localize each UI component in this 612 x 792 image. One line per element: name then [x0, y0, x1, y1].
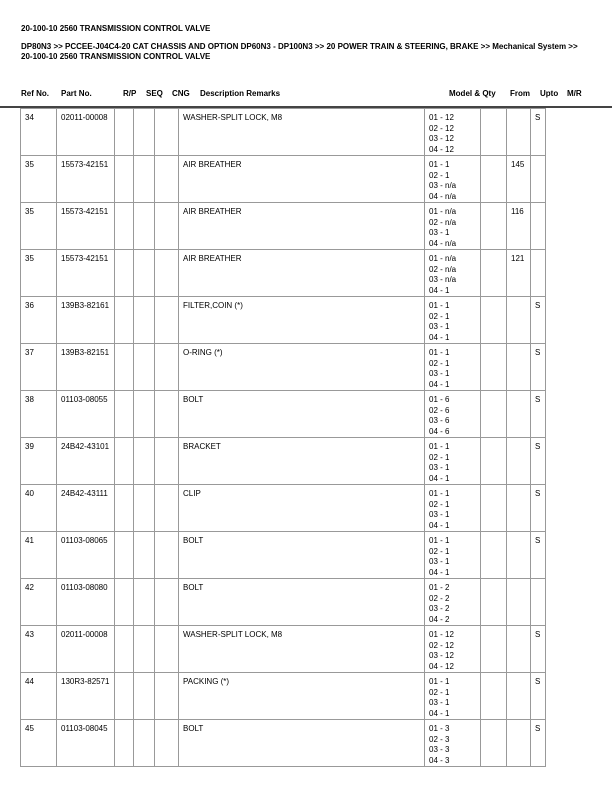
- cng-cell: [155, 532, 179, 579]
- model-qty-cell: [425, 297, 481, 344]
- rp-cell: [115, 344, 134, 391]
- qty-line: 04 - 12: [429, 661, 454, 671]
- mr-cell: [531, 250, 546, 297]
- seq-cell: [134, 579, 155, 626]
- seq-cell: [134, 532, 155, 579]
- from-cell: [481, 720, 507, 767]
- from-cell: [481, 579, 507, 626]
- qty-line: 04 - 1: [429, 520, 450, 530]
- upto-cell: [507, 485, 531, 532]
- model-qty-cell: [425, 485, 481, 532]
- mr-cell: S: [531, 391, 546, 438]
- seq-cell: [134, 485, 155, 532]
- qty-line: 01 - 1: [429, 301, 450, 310]
- part-no-cell: 01103-08080: [57, 579, 115, 626]
- breadcrumb: DP80N3 >> PCCEE-J04C4-20 CAT CHASSIS AND OPTION DP60N3 - DP100N3 >> 20 POWER TRAIN & STEERING, BRAKE >> Mechanical System >> 20-100-10 2560 TRANSMISSION CONTROL VALVE: [21, 42, 578, 61]
- cng-cell: [155, 391, 179, 438]
- col-mr: M/R: [567, 89, 582, 98]
- model-qty-cell: [425, 156, 481, 203]
- mr-cell: S: [531, 626, 546, 673]
- qty-line: 02 - 1: [429, 499, 450, 509]
- qty-line: 04 - 1: [429, 379, 450, 389]
- rp-cell: [115, 250, 134, 297]
- part-no-cell: 15573-42151: [57, 250, 115, 297]
- col-upto: Upto: [540, 89, 559, 98]
- from-cell: [481, 297, 507, 344]
- from-cell: [481, 109, 507, 156]
- seq-cell: [134, 673, 155, 720]
- description-cell: BOLT: [179, 720, 425, 767]
- qty-line: 03 - 12: [429, 134, 454, 143]
- description-cell: CLIP: [179, 485, 425, 532]
- qty-line: 04 - n/a: [429, 191, 457, 201]
- qty-line: 02 - 2: [429, 593, 450, 603]
- model-qty-cell: [425, 250, 481, 297]
- qty-line: 02 - 1: [429, 311, 450, 321]
- qty-line: 02 - 1: [429, 687, 450, 697]
- col-part: Part No.: [61, 89, 92, 98]
- model-qty-cell: [425, 673, 481, 720]
- ref-cell: 37: [21, 344, 57, 391]
- mr-cell: S: [531, 109, 546, 156]
- model-qty-cell: [425, 626, 481, 673]
- description-cell: O-RING (*): [179, 344, 425, 391]
- upto-cell: [507, 297, 531, 344]
- qty-line: 03 - 1: [429, 369, 450, 378]
- upto-cell: [507, 720, 531, 767]
- qty-line: 02 - n/a: [429, 264, 457, 274]
- upto-cell: [507, 109, 531, 156]
- seq-cell: [134, 626, 155, 673]
- col-seq: SEQ: [146, 89, 163, 98]
- from-cell: [481, 344, 507, 391]
- part-no-cell: 01103-08065: [57, 532, 115, 579]
- description-cell: AIR BREATHER: [179, 250, 425, 297]
- qty-line: 01 - 3: [429, 724, 450, 733]
- from-cell: [481, 626, 507, 673]
- ref-cell: 36: [21, 297, 57, 344]
- part-no-cell: 15573-42151: [57, 203, 115, 250]
- table-row: [21, 579, 546, 626]
- qty-line: 01 - 1: [429, 442, 450, 451]
- qty-line: 04 - 1: [429, 473, 450, 483]
- part-no-cell: 139B3-82151: [57, 344, 115, 391]
- col-from: From: [510, 89, 530, 98]
- qty-line: 04 - 1: [429, 708, 450, 718]
- cng-cell: [155, 156, 179, 203]
- qty-line: 04 - 1: [429, 332, 450, 342]
- ref-cell: 35: [21, 250, 57, 297]
- table-row: [21, 250, 546, 297]
- mr-cell: S: [531, 532, 546, 579]
- mr-cell: S: [531, 297, 546, 344]
- description-cell: BRACKET: [179, 438, 425, 485]
- seq-cell: [134, 344, 155, 391]
- upto-cell: [507, 391, 531, 438]
- upto-cell: [507, 579, 531, 626]
- seq-cell: [134, 203, 155, 250]
- cng-cell: [155, 250, 179, 297]
- qty-line: 04 - 3: [429, 755, 450, 765]
- model-qty-cell: [425, 438, 481, 485]
- from-cell: [481, 532, 507, 579]
- model-qty-cell: [425, 532, 481, 579]
- cng-cell: [155, 438, 179, 485]
- qty-line: 02 - 3: [429, 734, 450, 744]
- qty-line: 01 - 2: [429, 583, 450, 592]
- description-cell: BOLT: [179, 579, 425, 626]
- qty-line: 02 - 12: [429, 640, 454, 650]
- mr-cell: S: [531, 720, 546, 767]
- description-cell: AIR BREATHER: [179, 203, 425, 250]
- qty-line: 03 - 1: [429, 698, 450, 707]
- qty-line: 03 - 1: [429, 510, 450, 519]
- qty-line: 03 - n/a: [429, 275, 457, 284]
- col-model-qty: Model & Qty: [449, 89, 496, 98]
- qty-line: 04 - n/a: [429, 238, 457, 248]
- mr-cell: [531, 156, 546, 203]
- model-qty-cell: [425, 720, 481, 767]
- mr-cell: S: [531, 438, 546, 485]
- upto-cell: [507, 438, 531, 485]
- qty-line: 04 - 12: [429, 144, 454, 154]
- qty-line: 02 - 1: [429, 358, 450, 368]
- table-header: [0, 89, 612, 101]
- part-no-cell: 130R3-82571: [57, 673, 115, 720]
- qty-line: 04 - 2: [429, 614, 450, 624]
- cng-cell: [155, 485, 179, 532]
- col-desc: Description Remarks: [200, 89, 281, 98]
- part-no-cell: 02011-00008: [57, 109, 115, 156]
- part-no-cell: 15573-42151: [57, 156, 115, 203]
- qty-line: 02 - 1: [429, 170, 450, 180]
- from-cell: [481, 156, 507, 203]
- cng-cell: [155, 109, 179, 156]
- model-qty-cell: [425, 391, 481, 438]
- table-row: [21, 485, 546, 532]
- ref-cell: 35: [21, 203, 57, 250]
- seq-cell: [134, 250, 155, 297]
- upto-cell: 121: [507, 250, 531, 297]
- table-row: [21, 673, 546, 720]
- qty-line: 01 - 1: [429, 348, 450, 357]
- ref-cell: 42: [21, 579, 57, 626]
- ref-cell: 44: [21, 673, 57, 720]
- qty-line: 01 - 1: [429, 677, 450, 686]
- rp-cell: [115, 109, 134, 156]
- qty-line: 03 - 2: [429, 604, 450, 613]
- mr-cell: S: [531, 344, 546, 391]
- cng-cell: [155, 673, 179, 720]
- seq-cell: [134, 391, 155, 438]
- qty-line: 03 - 1: [429, 463, 450, 472]
- part-no-cell: 139B3-82161: [57, 297, 115, 344]
- table-row: [21, 391, 546, 438]
- cng-cell: [155, 297, 179, 344]
- rp-cell: [115, 391, 134, 438]
- from-cell: [481, 250, 507, 297]
- rp-cell: [115, 438, 134, 485]
- qty-line: 01 - 12: [429, 113, 454, 122]
- model-qty-cell: [425, 344, 481, 391]
- model-qty-cell: [425, 109, 481, 156]
- table-row: [21, 344, 546, 391]
- cng-cell: [155, 720, 179, 767]
- qty-line: 03 - 1: [429, 322, 450, 331]
- qty-line: 03 - 12: [429, 651, 454, 660]
- qty-line: 01 - 1: [429, 536, 450, 545]
- rp-cell: [115, 579, 134, 626]
- from-cell: [481, 391, 507, 438]
- upto-cell: 116: [507, 203, 531, 250]
- mr-cell: [531, 579, 546, 626]
- ref-cell: 39: [21, 438, 57, 485]
- qty-line: 02 - 6: [429, 405, 450, 415]
- qty-line: 02 - 12: [429, 123, 454, 133]
- seq-cell: [134, 156, 155, 203]
- page-title: 20-100-10 2560 TRANSMISSION CONTROL VALVE: [21, 24, 211, 33]
- upto-cell: [507, 344, 531, 391]
- part-no-cell: 02011-00008: [57, 626, 115, 673]
- col-ref: Ref No.: [21, 89, 49, 98]
- seq-cell: [134, 109, 155, 156]
- description-cell: WASHER-SPLIT LOCK, M8: [179, 109, 425, 156]
- mr-cell: [531, 203, 546, 250]
- qty-line: 04 - 6: [429, 426, 450, 436]
- table-row: [21, 438, 546, 485]
- ref-cell: 40: [21, 485, 57, 532]
- cng-cell: [155, 203, 179, 250]
- col-rp: R/P: [123, 89, 137, 98]
- description-cell: WASHER-SPLIT LOCK, M8: [179, 626, 425, 673]
- table-row: [21, 109, 546, 156]
- from-cell: [481, 203, 507, 250]
- qty-line: 01 - 1: [429, 489, 450, 498]
- qty-line: 03 - 3: [429, 745, 450, 754]
- mr-cell: S: [531, 673, 546, 720]
- ref-cell: 34: [21, 109, 57, 156]
- upto-cell: 145: [507, 156, 531, 203]
- mr-cell: S: [531, 485, 546, 532]
- qty-line: 04 - 1: [429, 567, 450, 577]
- from-cell: [481, 673, 507, 720]
- ref-cell: 35: [21, 156, 57, 203]
- qty-line: 01 - 12: [429, 630, 454, 639]
- table-row: [21, 720, 546, 767]
- description-cell: BOLT: [179, 532, 425, 579]
- ref-cell: 41: [21, 532, 57, 579]
- upto-cell: [507, 673, 531, 720]
- qty-line: 03 - 1: [429, 228, 450, 237]
- ref-cell: 45: [21, 720, 57, 767]
- description-cell: AIR BREATHER: [179, 156, 425, 203]
- qty-line: 02 - n/a: [429, 217, 457, 227]
- table-row: [21, 156, 546, 203]
- qty-line: 02 - 1: [429, 546, 450, 556]
- qty-line: 01 - n/a: [429, 254, 457, 263]
- part-no-cell: 24B42-43111: [57, 485, 115, 532]
- seq-cell: [134, 720, 155, 767]
- part-no-cell: 01103-08045: [57, 720, 115, 767]
- ref-cell: 43: [21, 626, 57, 673]
- rp-cell: [115, 532, 134, 579]
- parts-table: [20, 108, 546, 767]
- table-row: [21, 532, 546, 579]
- qty-line: 01 - 6: [429, 395, 450, 404]
- description-cell: PACKING (*): [179, 673, 425, 720]
- rp-cell: [115, 485, 134, 532]
- col-cng: CNG: [172, 89, 190, 98]
- qty-line: 01 - n/a: [429, 207, 457, 216]
- part-no-cell: 01103-08055: [57, 391, 115, 438]
- ref-cell: 38: [21, 391, 57, 438]
- qty-line: 04 - 1: [429, 285, 450, 295]
- cng-cell: [155, 626, 179, 673]
- qty-line: 02 - 1: [429, 452, 450, 462]
- qty-line: 03 - 1: [429, 557, 450, 566]
- seq-cell: [134, 297, 155, 344]
- rp-cell: [115, 297, 134, 344]
- upto-cell: [507, 532, 531, 579]
- description-cell: BOLT: [179, 391, 425, 438]
- description-cell: FILTER,COIN (*): [179, 297, 425, 344]
- qty-line: 03 - n/a: [429, 181, 457, 190]
- part-no-cell: 24B42-43101: [57, 438, 115, 485]
- rp-cell: [115, 626, 134, 673]
- rp-cell: [115, 673, 134, 720]
- upto-cell: [507, 626, 531, 673]
- qty-line: 01 - 1: [429, 160, 450, 169]
- from-cell: [481, 485, 507, 532]
- qty-line: 03 - 6: [429, 416, 450, 425]
- rp-cell: [115, 720, 134, 767]
- table-row: [21, 297, 546, 344]
- cng-cell: [155, 344, 179, 391]
- rp-cell: [115, 156, 134, 203]
- model-qty-cell: [425, 203, 481, 250]
- table-row: [21, 203, 546, 250]
- model-qty-cell: [425, 579, 481, 626]
- table-row: [21, 626, 546, 673]
- from-cell: [481, 438, 507, 485]
- cng-cell: [155, 579, 179, 626]
- seq-cell: [134, 438, 155, 485]
- rp-cell: [115, 203, 134, 250]
